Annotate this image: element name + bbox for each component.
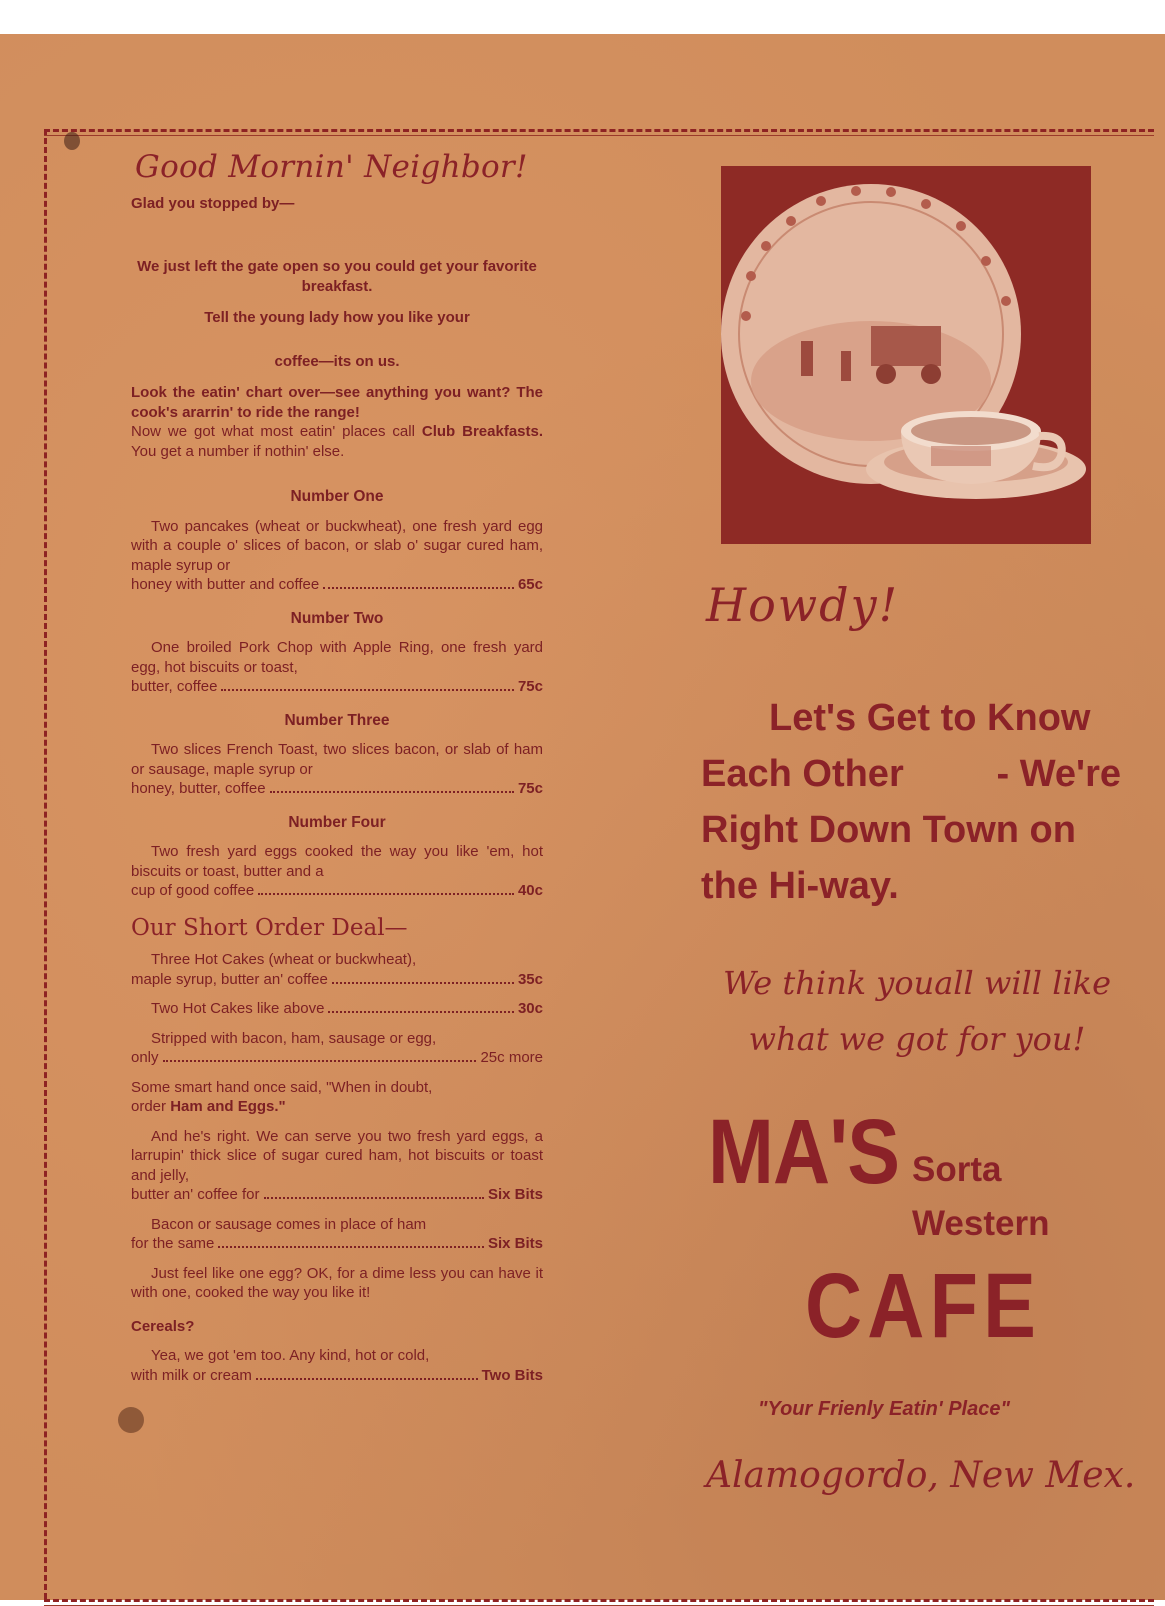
menu-item-desc bbox=[131, 638, 543, 697]
menu-item-text: Two slices French Toast, two slices bacon, or slab of ham or sausage, maple syrup or bbox=[131, 741, 543, 778]
know-line bbox=[701, 858, 1121, 914]
price-line bbox=[131, 779, 543, 799]
price-lead: for the same bbox=[131, 1235, 215, 1252]
price-line bbox=[131, 575, 543, 595]
dashed-border-top bbox=[44, 129, 1154, 132]
cereals-text: Yea, we got 'em too. Any kind, hot or cold, bbox=[151, 1347, 430, 1364]
know-line-b: - We're bbox=[996, 753, 1121, 795]
menu-item-1 bbox=[131, 487, 543, 595]
price: Six Bits bbox=[487, 1186, 543, 1203]
menu-item-3 bbox=[131, 711, 543, 799]
bacon-item bbox=[131, 1215, 543, 1254]
now-text: Now we got what most eatin' places call bbox=[131, 423, 415, 440]
know-line-a: Right Down Town on bbox=[701, 809, 1076, 851]
ham-eggs-text: Ham and Eggs." bbox=[170, 1098, 286, 1115]
ink-smudge bbox=[64, 132, 80, 150]
short-order-heading: Our Short Order Deal— bbox=[131, 914, 408, 941]
short-order-item bbox=[131, 950, 543, 989]
price-line bbox=[131, 1185, 543, 1205]
price: 35c bbox=[517, 970, 543, 988]
dashed-border-bottom bbox=[44, 1599, 1154, 1602]
menu-item-title: Number One bbox=[290, 488, 384, 505]
menu-left-column bbox=[131, 150, 543, 1399]
price-line bbox=[131, 881, 543, 901]
stain-spot bbox=[118, 1407, 144, 1433]
price-line bbox=[131, 1234, 543, 1254]
price-line bbox=[131, 1048, 543, 1068]
price-lead: Two Hot Cakes like above bbox=[151, 1000, 325, 1017]
know-line-a: Let's Get to Know bbox=[769, 697, 1091, 739]
cereals-title: Cereals? bbox=[131, 1317, 195, 1335]
sorta-western-text bbox=[912, 1143, 1049, 1251]
price-lead: with milk or cream bbox=[131, 1366, 252, 1384]
greeting-heading: Good Mornin' Neighbor! bbox=[135, 149, 528, 185]
menu-item-2 bbox=[131, 609, 543, 697]
menu-item-4 bbox=[131, 813, 543, 901]
know-line bbox=[701, 690, 1121, 746]
price: 40c bbox=[517, 882, 543, 899]
mas-logo-text: MA'S bbox=[708, 1101, 900, 1203]
price-lead: honey, butter, coffee bbox=[131, 780, 266, 797]
think-line-1: We think youall will like bbox=[723, 964, 1111, 1002]
price-lead: butter an' coffee for bbox=[131, 1186, 260, 1203]
coffee-text: coffee—its on us. bbox=[274, 352, 400, 370]
sorta-text: Sorta bbox=[912, 1150, 1002, 1189]
price-lead: only bbox=[131, 1049, 159, 1066]
menu-item-text: Two pancakes (wheat or buckwheat), one fresh yard egg with a couple o' slices of bacon, or slab o' sugar cured ham, maple syrup or bbox=[131, 517, 543, 574]
howdy-heading: Howdy! bbox=[706, 578, 900, 632]
menu-item-text: Two fresh yard eggs cooked the way you like 'em, hot biscuits or toast, butter and a bbox=[131, 843, 543, 880]
glad-text: Glad you stopped by— bbox=[131, 194, 295, 212]
price: 25c more bbox=[480, 1049, 543, 1066]
tagline: "Your Frienly Eatin' Place" bbox=[758, 1398, 1010, 1420]
smart-hand-line: Some smart hand once said, "When in doubt, bbox=[131, 1078, 433, 1096]
price: Six Bits bbox=[487, 1235, 543, 1252]
price-lead: cup of good coffee bbox=[131, 882, 255, 899]
menu-item-desc bbox=[131, 740, 543, 799]
club-text: Club Breakfasts. bbox=[421, 423, 544, 440]
plate-and-cup-photo bbox=[721, 166, 1091, 544]
cereals-item bbox=[131, 1346, 543, 1385]
order-prefix: order bbox=[131, 1098, 167, 1115]
menu-item-title: Number Four bbox=[288, 813, 386, 831]
gate-text: We just left the gate open so you could get your favorite breakfast. bbox=[137, 258, 537, 295]
price: 75c bbox=[517, 780, 543, 797]
menu-item-title: Number Two bbox=[290, 609, 384, 627]
smart-hand-text bbox=[131, 1078, 543, 1117]
hes-right-item bbox=[131, 1127, 543, 1205]
price-lead: butter, coffee bbox=[131, 678, 218, 695]
menu-item-desc bbox=[131, 842, 543, 901]
city-text: Alamogordo, New Mex. bbox=[706, 1455, 1136, 1496]
cafe-logo-text: CAFE bbox=[805, 1255, 1042, 1357]
price-lead: maple syrup, butter an' coffee bbox=[131, 970, 328, 988]
know-line bbox=[701, 802, 1121, 858]
price-line bbox=[131, 970, 543, 990]
price: 65c bbox=[517, 576, 543, 593]
know-line-a: Each Other bbox=[701, 753, 904, 795]
price-line bbox=[131, 677, 543, 697]
get-to-know-text bbox=[701, 690, 1121, 914]
price-line bbox=[131, 999, 543, 1019]
one-egg-text: Just feel like one egg? OK, for a dime less you can have it with one, cooked the way you like it! bbox=[131, 1264, 543, 1301]
price: 75c bbox=[517, 678, 543, 695]
dashed-border-left bbox=[44, 129, 47, 1599]
short-order-item bbox=[131, 999, 543, 1019]
menu-item-text: One broiled Pork Chop with Apple Ring, one fresh yard egg, hot biscuits or toast, bbox=[131, 639, 543, 676]
price: 30c bbox=[517, 1000, 543, 1017]
price-lead: honey with butter and coffee bbox=[131, 576, 320, 593]
club-breakfast-text bbox=[131, 422, 543, 461]
we-think-text bbox=[702, 955, 1132, 1067]
menu-item-title: Number Three bbox=[284, 711, 390, 729]
short-order-text: Three Hot Cakes (wheat or buckwheat), bbox=[151, 951, 417, 968]
know-line-a: the Hi-way. bbox=[701, 865, 899, 907]
menu-item-desc bbox=[131, 517, 543, 595]
plate-illustration bbox=[721, 166, 1091, 544]
western-text: Western bbox=[912, 1204, 1050, 1243]
short-order-item bbox=[131, 1029, 543, 1068]
number-text: You get a number if nothin' else. bbox=[131, 442, 345, 460]
hes-right-text: And he's right. We can serve you two fresh yard eggs, a larrupin' thick slice of sugar cured ham, hot biscuits or toast and jelly, bbox=[131, 1127, 543, 1184]
price: Two Bits bbox=[481, 1366, 543, 1384]
price-line bbox=[131, 1366, 543, 1386]
look-text: Look the eatin' chart over—see anything you want? The cook's ararrin' to ride the range! bbox=[131, 384, 543, 421]
think-line-2: what we got for you! bbox=[748, 1020, 1086, 1058]
tell-text: Tell the young lady how you like your bbox=[204, 309, 470, 326]
know-line bbox=[701, 746, 1121, 802]
short-order-text: Stripped with bacon, ham, sausage or egg, bbox=[151, 1029, 437, 1047]
bacon-text: Bacon or sausage comes in place of ham bbox=[151, 1215, 427, 1233]
